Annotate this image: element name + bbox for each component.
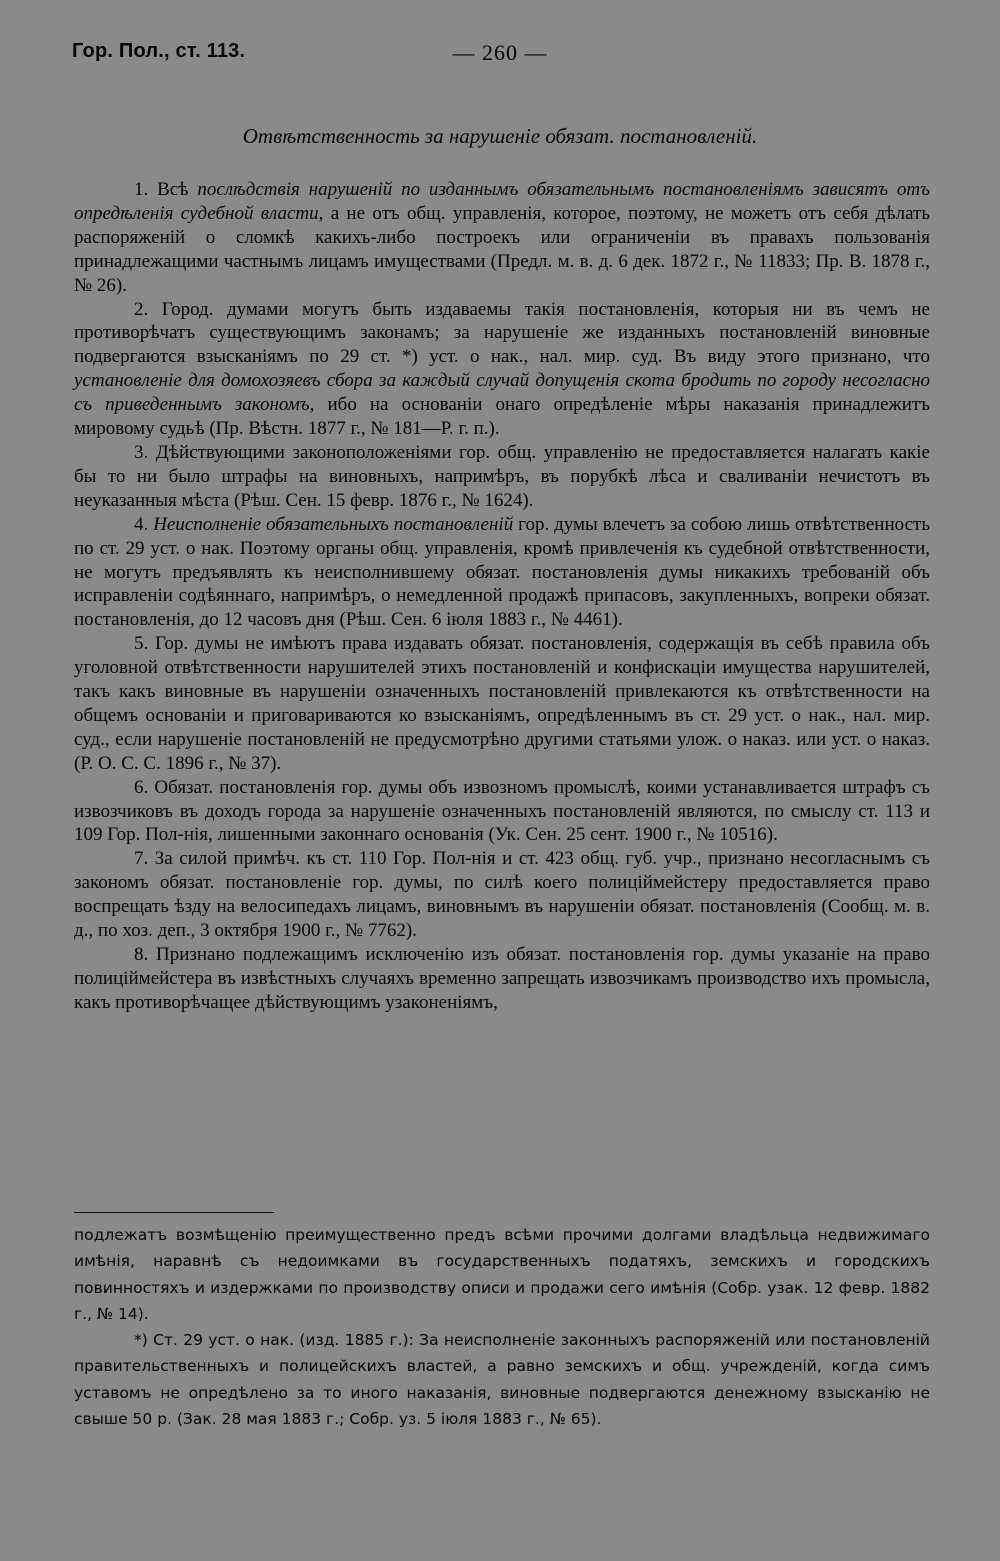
body-text — [74, 178, 930, 1015]
page-number: — 260 — — [452, 40, 548, 65]
paragraph-4-rest: гор. думы влечетъ за собою лишь отвѣтственность по ст. 29 уст. о нак. Поэтому органы общ. управленія, кромѣ привлеченія къ судебной отвѣтственности, не могутъ предъявлять къ неисполнившему обязат. постановленія думы никакихъ требованій объ исправленіи содѣяннаго, напримѣръ, о немедленной продажѣ припасовъ, закупленныхъ, вопреки обязат. постановленія, до 12 часовъ дня (Рѣш. Сен. 6 іюля 1883 г., № 4461). — [74, 513, 931, 631]
paragraph-2-emphasis: установленіе для домохозяевъ сбора за каждый случай допущенія скота бродить по городу несогласно съ приведеннымъ закономъ, — [74, 370, 930, 416]
paragraph-2-start: 2. Город. думами могутъ быть издаваемы такія постановленія, которыя ни въ чемъ не противорѣчатъ существующимъ законамъ; за нарушеніе же изданныхъ постановленій виновные подвергаются взысканіямъ по 29 ст. *) уст. о нак., нал. мир. суд. Въ виду этого признано, что — [74, 298, 930, 368]
paragraph-7: 7. За силой примѣч. къ ст. 110 Гор. Пол-нія и ст. 423 общ. губ. учр., признано несогласнымъ съ закономъ обязат. постановленіе гор. думы, по силѣ коего полиціймейстеру предоставляется право воспрещать ѣзду на велосипедахъ лицамъ, виновнымъ въ нарушеніи обязат. постановленія (Сообщ. м. в. д., по хоз. деп., 3 октября 1900 г., № 7762). — [74, 848, 930, 942]
page-header — [72, 40, 928, 74]
paragraph-2-rest: ибо на основаніи онаго опредѣленіе мѣры наказанія принадлежитъ мировому судьѣ (Пр. Вѣстн. 1877 г., № 181—Р. г. п.). — [74, 394, 930, 440]
paragraph-5: 5. Гор. думы не имѣютъ права издавать обязат. постановленія, содержащія въ себѣ правила объ уголовной отвѣтственности нарушителей этихъ постановленій и конфискаціи имущества нарушителей, такъ какъ виновные въ нарушеніи означенныхъ постановленій привлекаются къ отвѣтственности на общемъ основаніи и приговариваются ко взысканіямъ, опредѣленнымъ въ ст. 29 уст. о нак., нал. мир. суд., если нарушеніе постановленій не предусмотрѣно другими статьями улож. о наказ. или уст. о наказ. (Р. О. С. С. 1896 г., № 37). — [74, 633, 930, 774]
paragraph-6: 6. Обязат. постановленія гор. думы объ извозномъ промыслѣ, коими устанавливается штрафъ съ извозчиковъ въ доходъ города за нарушеніе означенныхъ постановленій являются, по смыслу ст. 113 и 109 Гор. Пол-нія, лишенными законнаго основанія (Ук. Сен. 25 сент. 1900 г., № 10516). — [74, 776, 930, 846]
paragraph-1-rest: а не отъ общ. управленія, которое, поэтому, не можетъ отъ себя дѣлать распоряженій о сломкѣ какихъ-либо построекъ или ограниченіи въ правахъ пользованія принадлежащими частнымъ лицамъ имуществами (Предл. м. в. д. 6 дек. 1872 г., № 11833; Пр. В. 1878 г., № 26). — [74, 202, 931, 296]
footnote-divider — [74, 1212, 274, 1213]
paragraph-1-start: 1. Всѣ — [134, 179, 198, 200]
footnote-continued: подлежатъ возмѣщенію преимущественно предъ всѣми прочими долгами владѣльца недвижимаго имѣнія, наравнѣ съ недоимками въ государственныхъ податяхъ, земскихъ и городскихъ повинностяхъ и издержками по производству описи и продажи сего имѣнія (Собр. узак. 12 февр. 1882 г., № 14). — [74, 1226, 930, 1323]
paragraph-4-start: 4. — [134, 513, 154, 535]
paragraph-4-emphasis: Неисполненіе обязательныхъ постановленій — [153, 513, 514, 535]
running-head: Гор. Пол., ст. 113. — [72, 40, 246, 62]
paragraph-8: 8. Признано подлежащимъ исключенію изъ обязат. постановленія гор. думы указаніе на право полиціймейстера въ извѣстныхъ случаяхъ временно запрещать извозчикамъ производство ихъ промысла, какъ противорѣчащее дѣйствующимъ узаконеніямъ, — [74, 944, 930, 1013]
paragraph-2 — [74, 298, 930, 441]
paragraph-4 — [74, 513, 930, 633]
paragraph-3: 3. Дѣйствующими законоположеніями гор. общ. управленію не предоставляется налагать какіе бы то ни было штрафы на виновныхъ, напримѣръ, въ порубкѣ лѣса и сваливаніи нечистотъ въ неуказанныя мѣста (Рѣш. Сен. 15 февр. 1876 г., № 1624). — [74, 441, 930, 511]
paragraph-1-emphasis: послѣдствія нарушеній по изданнымъ обязательнымъ постановленіямъ зависятъ отъ опредѣленія судебной власти, — [74, 179, 930, 224]
section-title: Отвѣтственность за нарушеніе обязат. постановленій. — [242, 124, 758, 148]
footnote-1: *) Ст. 29 уст. о нак. (изд. 1885 г.): За неисполненіе законныхъ распоряженій или постановленій правительственныхъ и полицейскихъ властей, а равно земскихъ и общ. учрежденій, когда симъ уставомъ не опредѣлено за то иного наказанія, виновные подвергаются денежному взысканію не свыше 50 р. (Зак. 28 мая 1883 г.; Собр. уз. 5 іюля 1883 г., № 65). — [74, 1331, 930, 1429]
footnotes — [74, 1222, 930, 1432]
paragraph-1 — [74, 178, 930, 298]
